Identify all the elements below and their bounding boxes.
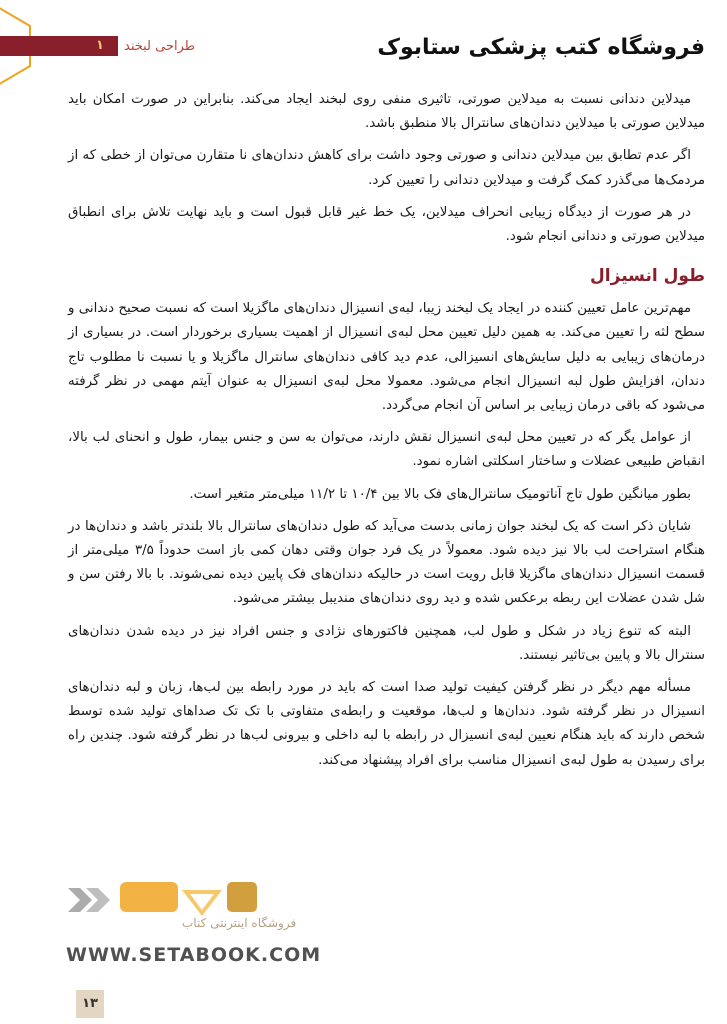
- setabook-watermark: [62, 872, 322, 982]
- paragraph: اگر عدم تطابق بین میدلاین دندانی و صورتی وجود داشت برای کاهش دندان‌های نا متقارن می‌توان از خطی که از مردمک‌ها می‌گذرد کمک گرفت و میدلاین دندانی را تعیین کرد.: [68, 148, 705, 188]
- site-title: فروشگاه کتب پزشکی ستابوک: [377, 35, 705, 60]
- paragraph: از عوامل یگر که در تعیین محل لبه‌ی انسیزال نقش دارند، می‌توان به سن و جنس بیمار، طول و انحنای لب بالا، انقباض طبیعی عضلات و ساختار اسکلتی اشاره نمود.: [68, 430, 705, 470]
- watermark-tagline: فروشگاه اینترنتی کتاب: [182, 916, 297, 930]
- paragraph: شایان ذکر است که یک لبخند جوان زمانی بدست می‌آید که طول دندان‌های سانترال بالا بلندتر باشد و دندان‌ها در هنگام استراحت لب بالا نیز دیده شود. معمولاً در یک فرد جوان وقتی دهان کمی باز است حدوداً ۳/۵ میلی‌متر از قسمت انسیزال دندان‌های ماگزیلا قابل رویت است در حالیکه دندان‌های فک پایین دیده نمی‌شوند. با بالا رفتن سن و شل شدن عضلات این ربطه برعکس شده و دید روی دندان‌های مندیبل بیشتر می‌شود.: [68, 518, 705, 607]
- paragraph: میدلاین دندانی نسبت به میدلاین صورتی، تاثیری منفی روی لبخند ایجاد می‌کند. بنابراین در صورت امکان باید میدلاین صورتی با میدلاین دندان‌های سانترال بالا منطبق باشد.: [68, 92, 705, 132]
- paragraph: در هر صورت از دیدگاه زیبایی انحراف میدلاین، یک خط غیر قابل قبول است و باید نهایت تلاش برای انطباق میدلاین صورتی و دندانی انجام شود.: [68, 204, 705, 245]
- paragraph: مهم‌ترین عامل تعیین کننده در ایجاد یک لبخند زیبا، لبه‌ی انسیزال دندان‌های ماگزیلا است که نسبت صحیح دندانی و سطح لثه را تعیین می‌کند. به همین دلیل تعیین محل لبه‌ی انسیزال از اهمیت بسیاری برخوردار است. در بسیاری از درمان‌های زیبایی به دلیل سایش‌های انسیزالی، عدم دید کافی دندان‌های سانترال ماگزیلا و یا نسبت نا مطلوب تاج دندان، افزایش طول لبه انسیزال انجام می‌شود. معمولا محل لبه‌ی انسیزال به عنوان آیتم مهمی در نظر گرفته می‌شود که باقی درمان زیبایی بر اساس آن انجام می‌گردد.: [68, 301, 705, 414]
- paragraph: مسأله مهم دیگر در نظر گرفتن کیفیت تولید صدا است که باید در مورد رابطه بین لب‌ها، زبان و لبه دندان‌های انسیزال در نظر گرفته شود. دندان‌ها و لب‌ها، موقعیت و رابطه‌ی متفاوتی با تک تک صداهای تولید شده توسط شخص دارند که باید هنگام نعیین لبه‌ی انسیزال در رابطه با لبه داخلی و بیرونی لب‌ها در نظر گرفته شود. چندین راه برای رسیدن به طول لبه‌ی انسیزال مناسب برای افراد پیشنهاد می‌کند.: [68, 680, 705, 768]
- chapter-title: طراحی لبخند: [124, 39, 196, 54]
- page-content: [68, 88, 705, 781]
- chapter-number: ۱: [96, 38, 104, 53]
- section-heading: طول انسیزال: [590, 266, 705, 287]
- paragraph: بطور میانگین طول تاج آناتومیک سانترال‌های فک بالا بین ۱۰/۴ تا ۱۱/۲ میلی‌متر متغیر است.: [189, 486, 691, 502]
- paragraph: البته که تنوع زیاد در شکل و طول لب، همچنین فاکتورهای نژادی و جنس افراد نیز در دیده شدن دندان‌های سنترال بالا و پایین بی‌تاثیر نیستند.: [68, 623, 705, 663]
- page-number: ۱۳: [76, 990, 104, 1018]
- watermark-url[interactable]: WWW.SETABOOK.COM: [66, 944, 322, 966]
